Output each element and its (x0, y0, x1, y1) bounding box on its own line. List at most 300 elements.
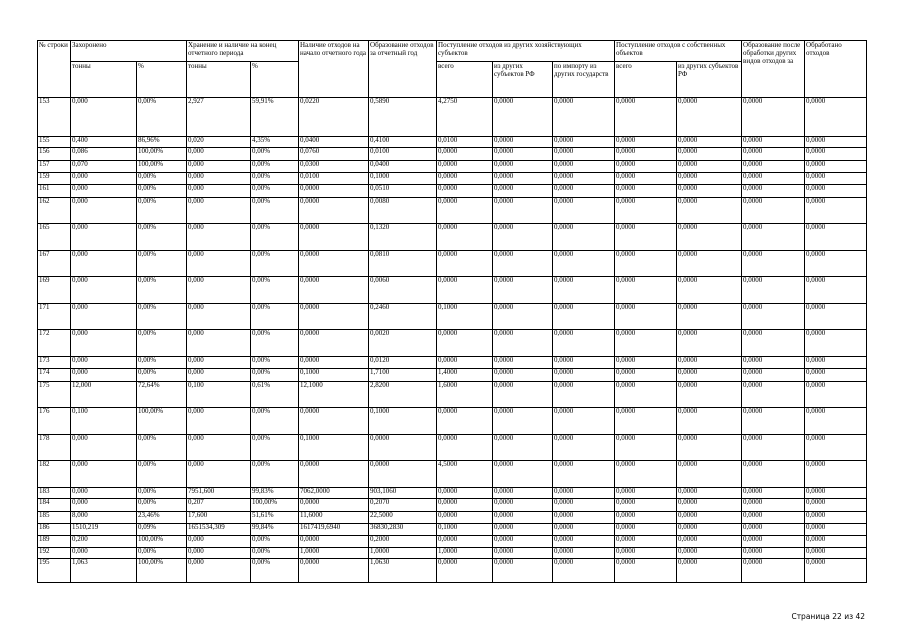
table-cell: 0,00% (137, 277, 187, 304)
table-cell: 0,0000 (677, 559, 742, 583)
table-cell: 1,0000 (299, 547, 369, 559)
table-row (38, 487, 867, 499)
table-cell: 0,1000 (437, 303, 493, 330)
table-cell: 0,0000 (677, 330, 742, 357)
table-cell: 100,00% (137, 148, 187, 161)
table-cell: 0,0100 (437, 136, 493, 148)
table-cell: 0,0000 (677, 512, 742, 524)
table-cell: 1,6000 (437, 381, 493, 408)
table-cell: 0,0000 (742, 559, 805, 583)
table-cell: 0,0000 (742, 197, 805, 224)
table-cell: 0,0120 (369, 356, 437, 368)
row-number: 156 (38, 148, 71, 161)
row-number: 165 (38, 224, 71, 251)
table-cell: 0,000 (187, 547, 251, 559)
table-cell: 0,000 (187, 303, 251, 330)
table-cell: 0,000 (187, 197, 251, 224)
table-cell: 0,0000 (493, 136, 553, 148)
sub-other-import: по импорту из других государств (553, 62, 615, 98)
table-cell: 0,0000 (493, 368, 553, 381)
header-row-top (38, 41, 867, 62)
waste-table (37, 40, 867, 583)
table-cell: 0,0000 (742, 512, 805, 524)
table-cell: 0,0000 (677, 184, 742, 197)
table-cell: 0,1000 (437, 524, 493, 536)
table-cell: 0,000 (187, 224, 251, 251)
table-cell: 0,0000 (437, 356, 493, 368)
col-processed: Обработано отходов (805, 41, 867, 98)
table-cell: 0,0000 (615, 303, 677, 330)
table-cell: 0,0000 (615, 161, 677, 173)
table-cell: 0,0000 (677, 136, 742, 148)
sub-storage-tons: тонны (187, 62, 251, 98)
table-cell: 0,0000 (493, 197, 553, 224)
table-cell: 0,0000 (805, 148, 867, 161)
table-cell: 0,00% (251, 559, 299, 583)
table-cell: 0,0000 (805, 224, 867, 251)
table-cell: 0,0000 (742, 434, 805, 461)
table-cell: 0,0000 (615, 524, 677, 536)
table-cell: 1,7100 (369, 368, 437, 381)
table-cell: 2,8200 (369, 381, 437, 408)
table-cell: 0,0000 (299, 408, 369, 435)
table-cell: 0,0000 (493, 461, 553, 488)
table-cell: 903,1060 (369, 487, 437, 499)
table-cell: 0,0000 (437, 408, 493, 435)
table-cell: 0,00% (251, 224, 299, 251)
table-cell: 0,0000 (742, 184, 805, 197)
table-cell: 0,0000 (615, 368, 677, 381)
table-cell: 0,00% (137, 434, 187, 461)
table-cell: 0,0000 (493, 487, 553, 499)
table-cell: 0,0000 (805, 535, 867, 547)
table-cell: 0,000 (187, 356, 251, 368)
table-cell: 0,0000 (677, 547, 742, 559)
table-cell: 1,0000 (369, 547, 437, 559)
table-cell: 0,0000 (742, 461, 805, 488)
sub-own-total: всего (615, 62, 677, 98)
col-row-no: № строки (38, 41, 71, 98)
col-from-other: Поступление отходов из других хозяйствующих субъектов (437, 41, 615, 62)
row-number: 178 (38, 434, 71, 461)
table-cell: 0,000 (71, 368, 137, 381)
table-row (38, 524, 867, 536)
table-cell: 0,0000 (299, 461, 369, 488)
col-buried: Захоронено (71, 41, 187, 62)
table-cell: 0,0000 (677, 303, 742, 330)
table-row (38, 499, 867, 512)
row-number: 192 (38, 547, 71, 559)
sub-own-rf: из других субъектов РФ (677, 62, 742, 98)
table-cell: 0,0220 (299, 98, 369, 137)
table-cell: 0,0000 (615, 98, 677, 137)
table-cell: 0,000 (71, 277, 137, 304)
table-row (38, 330, 867, 357)
table-row (38, 559, 867, 583)
table-cell: 0,00% (251, 356, 299, 368)
table-cell: 17,600 (187, 512, 251, 524)
table-cell: 0,2460 (369, 303, 437, 330)
table-cell: 0,000 (71, 487, 137, 499)
table-cell: 0,0000 (437, 535, 493, 547)
table-cell: 0,000 (187, 434, 251, 461)
table-cell: 0,00% (251, 277, 299, 304)
table-cell: 0,0000 (805, 136, 867, 148)
table-cell: 0,0000 (677, 197, 742, 224)
table-cell: 0,000 (187, 250, 251, 277)
table-cell: 0,000 (71, 224, 137, 251)
table-cell: 0,0000 (553, 524, 615, 536)
table-cell: 0,00% (137, 499, 187, 512)
table-cell: 0,0000 (805, 524, 867, 536)
table-cell: 0,0000 (553, 535, 615, 547)
table-cell: 51,61% (251, 512, 299, 524)
table-cell: 0,0000 (437, 250, 493, 277)
table-cell: 0,09% (137, 524, 187, 536)
table-row (38, 98, 867, 137)
table-cell: 0,0000 (805, 461, 867, 488)
table-cell: 0,00% (251, 461, 299, 488)
table-row (38, 434, 867, 461)
table-cell: 0,0000 (742, 250, 805, 277)
table-cell: 0,000 (187, 148, 251, 161)
table-cell: 0,000 (187, 535, 251, 547)
table-row (38, 368, 867, 381)
table-cell: 0,0000 (742, 224, 805, 251)
table-cell: 0,0000 (677, 161, 742, 173)
table-cell: 0,000 (71, 197, 137, 224)
table-row (38, 173, 867, 185)
table-cell: 0,0000 (493, 434, 553, 461)
table-cell: 0,0000 (742, 303, 805, 330)
table-cell: 0,000 (187, 161, 251, 173)
table-cell: 0,00% (251, 161, 299, 173)
table-row (38, 303, 867, 330)
table-cell: 0,000 (71, 330, 137, 357)
table-cell: 0,000 (187, 330, 251, 357)
report-sheet (37, 40, 866, 583)
table-cell: 0,0000 (553, 98, 615, 137)
table-cell: 0,0000 (553, 184, 615, 197)
row-number: 185 (38, 512, 71, 524)
table-cell: 0,0000 (805, 408, 867, 435)
table-cell: 0,00% (137, 356, 187, 368)
table-row (38, 184, 867, 197)
table-cell: 0,0000 (677, 499, 742, 512)
table-cell: 0,0000 (677, 173, 742, 185)
table-cell: 0,0000 (553, 161, 615, 173)
table-row (38, 535, 867, 547)
table-cell: 0,0000 (493, 184, 553, 197)
table-cell: 0,0000 (615, 197, 677, 224)
table-cell: 0,0000 (742, 368, 805, 381)
table-cell: 22,5000 (369, 512, 437, 524)
sub-buried-pct: % (137, 62, 187, 98)
table-cell: 0,0000 (553, 434, 615, 461)
table-cell: 0,0000 (615, 381, 677, 408)
table-cell: 0,100 (71, 408, 137, 435)
table-cell: 59,91% (251, 98, 299, 137)
col-generated: Образование отходов за отчетный год (369, 41, 437, 98)
table-cell: 0,0000 (553, 277, 615, 304)
table-cell: 0,0000 (553, 303, 615, 330)
table-cell: 0,000 (187, 461, 251, 488)
table-cell: 0,0000 (553, 547, 615, 559)
table-cell: 0,0000 (493, 148, 553, 161)
table-cell: 0,400 (71, 136, 137, 148)
table-cell: 0,00% (137, 368, 187, 381)
table-cell: 0,000 (187, 173, 251, 185)
row-number: 155 (38, 136, 71, 148)
table-cell: 0,2000 (369, 535, 437, 547)
table-row (38, 356, 867, 368)
table-cell: 0,0000 (437, 559, 493, 583)
table-cell: 0,0000 (299, 277, 369, 304)
table-cell: 0,0000 (493, 499, 553, 512)
table-cell: 0,000 (71, 461, 137, 488)
table-cell: 0,0000 (553, 368, 615, 381)
table-cell: 0,00% (137, 173, 187, 185)
sub-buried-tons: тонны (71, 62, 137, 98)
table-cell: 0,0000 (437, 499, 493, 512)
table-cell: 0,0100 (299, 173, 369, 185)
table-cell: 0,0000 (805, 512, 867, 524)
table-cell: 0,0000 (615, 330, 677, 357)
table-cell: 0,000 (187, 408, 251, 435)
sub-other-total: всего (437, 62, 493, 98)
table-cell: 0,0000 (493, 559, 553, 583)
table-cell: 0,0000 (805, 277, 867, 304)
table-cell: 0,0000 (805, 381, 867, 408)
table-cell: 0,0000 (742, 161, 805, 173)
table-cell: 0,00% (251, 173, 299, 185)
table-cell: 0,0000 (805, 173, 867, 185)
table-row (38, 161, 867, 173)
table-row (38, 277, 867, 304)
table-row (38, 547, 867, 559)
table-cell: 0,0000 (553, 381, 615, 408)
table-cell: 0,0000 (493, 381, 553, 408)
table-cell: 0,0000 (805, 98, 867, 137)
table-cell: 11,6000 (299, 512, 369, 524)
table-cell: 0,0000 (553, 356, 615, 368)
table-cell: 0,0000 (805, 499, 867, 512)
table-cell: 0,000 (71, 356, 137, 368)
table-cell: 0,0000 (299, 184, 369, 197)
table-cell: 0,0000 (805, 303, 867, 330)
table-cell: 0,0510 (369, 184, 437, 197)
table-cell: 0,0000 (742, 547, 805, 559)
table-cell: 0,000 (71, 250, 137, 277)
row-number: 167 (38, 250, 71, 277)
table-cell: 0,000 (187, 277, 251, 304)
table-cell: 0,0000 (615, 487, 677, 499)
row-number: 182 (38, 461, 71, 488)
table-cell: 0,0000 (677, 98, 742, 137)
table-cell: 0,0000 (553, 224, 615, 251)
table-cell: 0,0000 (742, 535, 805, 547)
table-cell: 0,0000 (493, 161, 553, 173)
table-cell: 0,0000 (615, 250, 677, 277)
table-cell: 0,0000 (615, 559, 677, 583)
col-from-own: Поступление отходов с собственных объектов (615, 41, 742, 62)
table-cell: 0,0000 (677, 250, 742, 277)
table-cell: 0,0000 (615, 173, 677, 185)
table-cell: 0,00% (137, 224, 187, 251)
table-cell: 0,00% (137, 303, 187, 330)
row-number: 157 (38, 161, 71, 173)
table-body (38, 98, 867, 583)
table-cell: 0,0000 (437, 487, 493, 499)
table-cell: 0,0000 (615, 356, 677, 368)
table-cell: 0,0000 (677, 277, 742, 304)
table-cell: 0,0000 (437, 184, 493, 197)
table-cell: 0,0000 (553, 512, 615, 524)
table-cell: 0,0000 (493, 512, 553, 524)
page-number: Страница 22 из 42 (791, 612, 865, 621)
col-stock-start: Наличие отходов на начало отчетного года (299, 41, 369, 98)
table-cell: 36830,2830 (369, 524, 437, 536)
table-cell: 0,0000 (553, 499, 615, 512)
table-cell: 0,0000 (742, 524, 805, 536)
table-cell: 0,086 (71, 148, 137, 161)
table-cell: 0,0000 (677, 224, 742, 251)
table-cell: 0,0000 (615, 499, 677, 512)
sub-storage-pct: % (251, 62, 299, 98)
table-cell: 0,0000 (805, 559, 867, 583)
table-cell: 0,0000 (493, 303, 553, 330)
table-cell: 0,0000 (742, 330, 805, 357)
table-cell: 0,0000 (493, 98, 553, 137)
table-cell: 0,0000 (742, 408, 805, 435)
table-cell: 0,00% (251, 408, 299, 435)
table-cell: 0,0000 (299, 303, 369, 330)
table-cell: 72,64% (137, 381, 187, 408)
table-cell: 0,0000 (615, 224, 677, 251)
table-cell: 0,0000 (493, 356, 553, 368)
table-cell: 4,35% (251, 136, 299, 148)
row-number: 176 (38, 408, 71, 435)
table-cell: 0,200 (71, 535, 137, 547)
table-cell: 0,0000 (437, 173, 493, 185)
table-row (38, 408, 867, 435)
table-cell: 0,00% (137, 461, 187, 488)
table-cell: 0,0000 (553, 461, 615, 488)
table-cell: 0,020 (187, 136, 251, 148)
table-cell: 0,0060 (369, 277, 437, 304)
table-cell: 0,0000 (677, 524, 742, 536)
table-cell: 0,1000 (299, 434, 369, 461)
row-number: 169 (38, 277, 71, 304)
row-number: 171 (38, 303, 71, 330)
table-cell: 0,0000 (805, 250, 867, 277)
table-cell: 0,0000 (553, 250, 615, 277)
table-cell: 0,0000 (742, 136, 805, 148)
table-row (38, 136, 867, 148)
table-cell: 0,0000 (615, 434, 677, 461)
table-cell: 1510,219 (71, 524, 137, 536)
table-cell: 86,96% (137, 136, 187, 148)
table-cell: 0,070 (71, 161, 137, 173)
table-cell: 0,00% (137, 98, 187, 137)
table-cell: 0,0760 (299, 148, 369, 161)
row-number: 153 (38, 98, 71, 137)
table-cell: 0,0000 (615, 512, 677, 524)
table-cell: 0,0000 (742, 487, 805, 499)
table-cell: 0,207 (187, 499, 251, 512)
table-cell: 0,0000 (615, 184, 677, 197)
row-number: 161 (38, 184, 71, 197)
table-cell: 0,0000 (553, 136, 615, 148)
table-cell: 0,00% (251, 535, 299, 547)
table-row (38, 197, 867, 224)
table-cell: 0,0000 (493, 224, 553, 251)
table-cell: 0,0000 (437, 224, 493, 251)
table-cell: 0,0400 (299, 136, 369, 148)
table-cell: 0,0000 (615, 136, 677, 148)
table-cell: 0,0000 (742, 356, 805, 368)
table-cell: 0,5890 (369, 98, 437, 137)
table-cell: 0,0000 (369, 434, 437, 461)
table-cell: 0,0000 (369, 461, 437, 488)
table-cell: 1617419,6940 (299, 524, 369, 536)
table-cell: 0,0000 (805, 368, 867, 381)
table-cell: 0,0000 (677, 535, 742, 547)
table-cell: 0,1000 (369, 173, 437, 185)
table-cell: 100,00% (137, 161, 187, 173)
table-cell: 0,00% (137, 547, 187, 559)
table-cell: 0,00% (137, 330, 187, 357)
table-cell: 0,0000 (805, 184, 867, 197)
table-cell: 100,00% (137, 559, 187, 583)
table-cell: 0,0000 (437, 197, 493, 224)
table-cell: 0,00% (137, 184, 187, 197)
table-cell: 0,0000 (299, 330, 369, 357)
table-cell: 0,000 (71, 173, 137, 185)
table-cell: 2,927 (187, 98, 251, 137)
col-formed-after: Образование после обработки других видов отходов за (742, 41, 805, 98)
table-cell: 0,0100 (369, 148, 437, 161)
table-cell: 0,00% (137, 487, 187, 499)
table-cell: 0,0000 (493, 330, 553, 357)
table-cell: 0,000 (71, 184, 137, 197)
table-cell: 100,00% (137, 535, 187, 547)
table-cell: 0,0000 (742, 173, 805, 185)
table-cell: 0,00% (251, 434, 299, 461)
table-cell: 100,00% (137, 408, 187, 435)
table-cell: 0,000 (71, 434, 137, 461)
table-row (38, 250, 867, 277)
table-cell: 1,0630 (369, 559, 437, 583)
row-number: 189 (38, 535, 71, 547)
table-cell: 0,00% (251, 330, 299, 357)
table-cell: 0,00% (251, 547, 299, 559)
table-cell: 0,0000 (299, 250, 369, 277)
table-cell: 0,0000 (805, 356, 867, 368)
table-cell: 0,0000 (299, 499, 369, 512)
table-cell: 1651534,309 (187, 524, 251, 536)
col-storage: Хранение и наличие на конец отчетного периода (187, 41, 299, 62)
table-cell: 0,0000 (742, 277, 805, 304)
table-cell: 0,61% (251, 381, 299, 408)
table-cell: 0,00% (137, 250, 187, 277)
table-cell: 0,0000 (437, 512, 493, 524)
row-number: 162 (38, 197, 71, 224)
table-cell: 0,0000 (437, 277, 493, 304)
table-row (38, 148, 867, 161)
table-cell: 0,0000 (677, 368, 742, 381)
table-cell: 0,00% (251, 197, 299, 224)
